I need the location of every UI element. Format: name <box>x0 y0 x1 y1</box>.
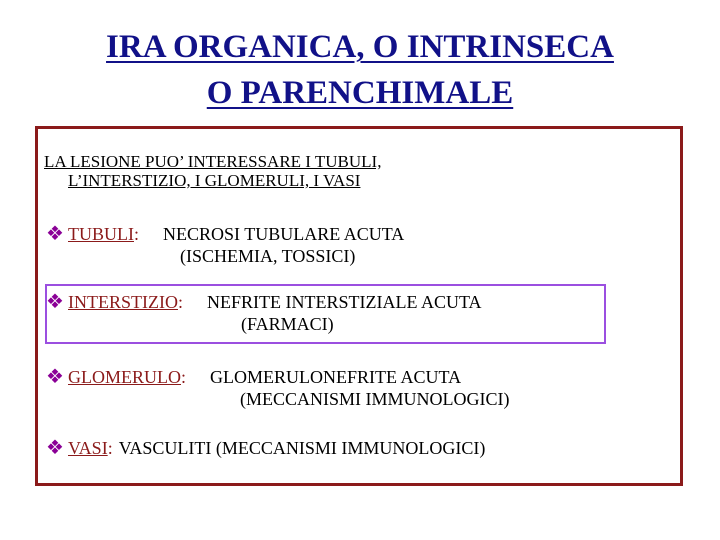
intro-text <box>44 152 381 190</box>
diamond-bullet-icon: ❖ <box>46 221 64 245</box>
diamond-bullet-icon: ❖ <box>46 289 64 313</box>
item-text: NEFRITE INTERSTIZIALE ACUTA <box>207 292 482 312</box>
item-colon: : <box>107 438 113 458</box>
slide-title <box>0 24 720 116</box>
list-item-interstizio <box>46 290 482 335</box>
title-line-2: O PARENCHIMALE <box>206 75 514 111</box>
item-text: NECROSI TUBULARE ACUTA <box>163 224 405 244</box>
item-colon: : <box>134 224 140 244</box>
diamond-bullet-icon: ❖ <box>46 435 64 459</box>
item-key: INTERSTIZIO <box>68 292 178 312</box>
item-colon: : <box>177 292 183 312</box>
intro-line-2: L’INTERSTIZIO, I GLOMERULI, I VASI <box>68 171 361 190</box>
item-key: GLOMERULO <box>68 367 181 387</box>
item-text-2: (ISCHEMIA, TOSSICI) <box>180 246 356 266</box>
item-colon: : <box>181 367 187 387</box>
item-text: GLOMERULONEFRITE ACUTA <box>210 367 462 387</box>
item-text-2: (MECCANISMI IMMUNOLOGICI) <box>240 389 510 409</box>
list-item-glomerulo <box>46 365 510 410</box>
item-text-2: (FARMACI) <box>241 314 334 334</box>
item-text: VASCULITI (MECCANISMI IMMUNOLOGICI) <box>118 438 486 458</box>
diamond-bullet-icon: ❖ <box>46 364 64 388</box>
item-key: VASI <box>68 438 108 458</box>
list-item-tubuli <box>46 222 404 267</box>
list-item-vasi <box>46 436 485 459</box>
title-line-1: IRA ORGANICA, O INTRINSECA <box>106 29 614 65</box>
item-key: TUBULI <box>68 224 134 244</box>
intro-line-1: LA LESIONE PUO’ INTERESSARE I TUBULI, <box>44 152 382 171</box>
